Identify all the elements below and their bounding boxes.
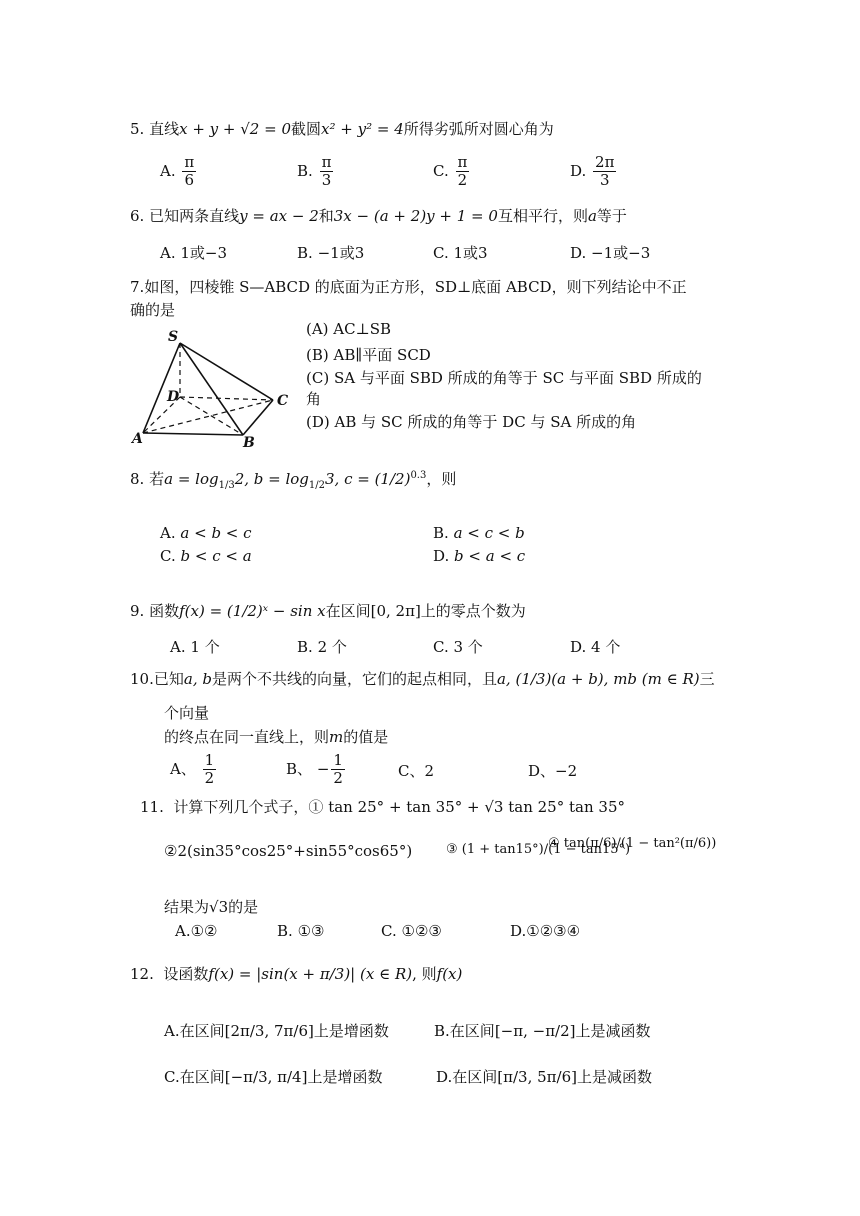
q11-option-d: D.①②③④: [510, 922, 581, 940]
label-a: A: [132, 431, 143, 447]
label-b: B: [243, 435, 255, 450]
q7-option-d: (D) AB 与 SC 所成的角等于 DC 与 SA 所成的角: [306, 413, 637, 431]
label-d: D: [167, 389, 180, 405]
edge-ab: [143, 433, 243, 435]
q8-option-a: A. a < b < c: [160, 524, 252, 542]
question-8-stem: 8. 若$a = \log_{1/3}2$, $b = \log_{1/2}3$, $c = (1/2)^{0.3}$，则: [130, 470, 457, 491]
diag-ac: [143, 400, 273, 433]
question-11-expr4: ④ tan(π/6)/(1 − tan²(π/6)): [548, 836, 717, 851]
q7-option-c-cont: 角: [306, 390, 322, 408]
edge-sc: [180, 343, 273, 400]
q8-option-c: C. b < c < a: [160, 547, 252, 565]
question-11-expr2: ②2(sin35°cos25°+sin55°cos65°): [164, 842, 413, 860]
q10-option-a: A、 $\frac{1}{2}$: [170, 751, 215, 788]
question-5-stem: 5. 直线x + y + √2 = 0截圆x² + y² = 4所得劣弧所对圆心角为: [130, 120, 554, 138]
question-10-stem: 10.已知a, b是两个不共线的向量，它们的起点相同，且a, (1/3)(a + b), mb (m ∈ R)三: [130, 670, 715, 688]
question-7-stem: 7.如图，四棱锥 S—ABCD 的底面为正方形，SD⊥底面 ABCD，则下列结论中不正: [130, 278, 687, 296]
question-10-stem-line2: 个向量: [164, 704, 210, 722]
q9-option-d: D. 4 个: [570, 638, 621, 656]
question-11-result: 结果为√3的是: [164, 898, 259, 916]
question-11-stem: 11. 计算下列几个式子，① tan 25° + tan 35° + √3 tan 25° tan 35°: [140, 798, 625, 816]
q5-option-b: B. $\frac{\pi}{3}$: [297, 153, 332, 190]
q7-option-b: (B) AB∥平面 SCD: [306, 346, 431, 364]
q5-option-c: C. $\frac{\pi}{2}$: [433, 153, 468, 190]
q6-option-b: B. −1或3: [297, 244, 365, 262]
question-7-stem-line2: 确的是: [130, 301, 176, 319]
q5-option-d: D. $\frac{2\pi}{3}$: [570, 153, 615, 190]
q12-option-a: A.在区间[2π/3, 7π/6]上是增函数: [164, 1022, 389, 1040]
q12-option-d: D.在区间[π/3, 5π/6]上是减函数: [436, 1068, 652, 1086]
q7-option-a: (A) AC⊥SB: [306, 320, 392, 338]
q10-option-d: D、−2: [528, 762, 578, 780]
q6-option-d: D. −1或−3: [570, 244, 651, 262]
q11-option-a: A.①②: [175, 922, 218, 940]
q11-option-b: B. ①③: [277, 922, 325, 940]
question-9-stem: 9. 函数f(x) = (1/2)ˣ − sin x在区间[0, 2π]上的零点个数为: [130, 602, 526, 620]
q10-option-c: C、2: [398, 762, 435, 780]
edge-bc: [243, 400, 273, 435]
q12-option-b: B.在区间[−π, −π/2]上是减函数: [434, 1022, 651, 1040]
q8-option-b: B. a < c < b: [433, 524, 525, 542]
question-10-stem-line3: 的终点在同一直线上，则m的值是: [164, 728, 389, 746]
pyramid-figure: [130, 325, 295, 450]
question-6-stem: 6. 已知两条直线y = ax − 2和3x − (a + 2)y + 1 = 0互相平行，则a等于: [130, 207, 627, 225]
q6-option-a: A. 1或−3: [160, 244, 228, 262]
label-s: S: [168, 329, 179, 345]
question-11-expr3: ③ (1 + tan15°)/(1 − tan15°): [446, 842, 631, 857]
q11-option-c: C. ①②③: [381, 922, 442, 940]
q12-option-c: C.在区间[−π/3, π/4]上是增函数: [164, 1068, 383, 1086]
edge-sa: [143, 343, 180, 433]
q5-option-a: A. $\frac{\pi}{6}$: [160, 153, 195, 190]
edge-dc: [180, 397, 273, 400]
diag-db: [180, 397, 243, 435]
q9-option-b: B. 2 个: [297, 638, 347, 656]
q8-option-d: D. b < a < c: [433, 547, 526, 565]
q10-option-b: B、 − $\frac{1}{2}$: [286, 751, 343, 788]
question-12-stem: 12. 设函数f(x) = |sin(x + π/3)| (x ∈ R), 则f(x): [130, 965, 463, 983]
q6-option-c: C. 1或3: [433, 244, 488, 262]
q9-option-a: A. 1 个: [170, 638, 220, 656]
label-c: C: [277, 393, 289, 409]
q9-option-c: C. 3 个: [433, 638, 483, 656]
q7-option-c: (C) SA 与平面 SBD 所成的角等于 SC 与平面 SBD 所成的: [306, 369, 702, 387]
